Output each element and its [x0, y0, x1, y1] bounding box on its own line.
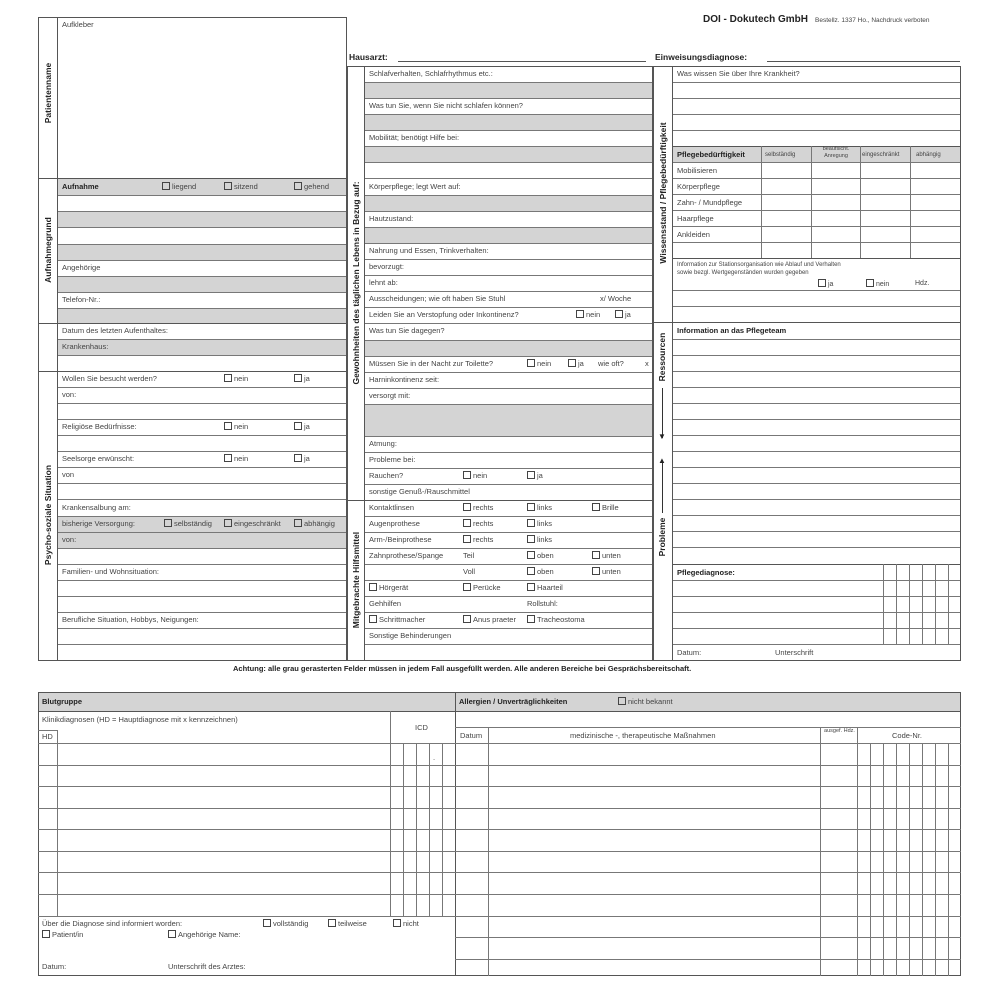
label-beruf: Berufliche Situation, Hobbys, Neigungen: [62, 615, 199, 624]
label-kontaktlinsen: Kontaktlinsen [369, 503, 415, 512]
label-dagegen: Was tun Sie dagegen? [369, 326, 445, 335]
label-mobilitaet: Mobilität; benötigt Hilfe bei: [369, 133, 460, 142]
label-rollstuhl: Rollstuhl: [527, 599, 558, 608]
checkbox-voll-unten[interactable]: unten [592, 567, 621, 577]
checkbox-auge-rechts[interactable]: rechts [463, 519, 493, 529]
checkbox-kontakt-links[interactable]: links [527, 503, 552, 513]
checkbox-vollstaendig[interactable]: vollständig [263, 919, 308, 929]
col-selbst: selbständig [765, 152, 796, 158]
label-verstopfung: Leiden Sie an Verstopfung oder Inkontinenz? [369, 310, 519, 319]
label-probleme: Probleme [657, 517, 667, 557]
label-zahnprothese: Zahnprothese/Spange [369, 551, 444, 560]
label-koerperpflege: Körperpflege; legt Wert auf: [369, 182, 461, 191]
checkbox-peruecke[interactable]: Perücke [463, 583, 501, 593]
checkbox-rauchen-ja[interactable]: ja [527, 471, 543, 481]
label-nahrung: Nahrung und Essen, Trinkverhalten: [369, 246, 489, 255]
label-teil: Teil [463, 551, 475, 560]
label-datum-letzter: Datum des letzten Aufenthaltes: [62, 326, 168, 335]
checkbox-hoergeraet[interactable]: Hörgerät [369, 583, 408, 593]
row-zahnpflege: Zahn- / Mundpflege [677, 198, 743, 207]
checkbox-kontakt-rechts[interactable]: rechts [463, 503, 493, 513]
label-datum-col3: Datum: [677, 648, 702, 657]
label-religioese: Religiöse Bedürfnisse: [62, 422, 137, 431]
label-datum-bottom: Datum: [42, 962, 67, 971]
label-patientenname: Patientenname [43, 62, 53, 124]
label-hausarzt: Hausarzt: [349, 52, 388, 62]
label-pflegebed: Pflegebedürftigkeit [677, 150, 745, 159]
checkbox-tracheostoma[interactable]: Tracheostoma [527, 615, 585, 625]
label-ausscheidungen: Ausscheidungen; wie oft haben Sie Stuhl [369, 294, 506, 303]
checkbox-nicht[interactable]: nicht [393, 919, 419, 929]
label-lehnt: lehnt ab: [369, 278, 398, 287]
label-info2: sowie bezgl. Wertgegenständen wurden gegeben [677, 270, 809, 276]
label-xwoche: x/ Woche [600, 294, 632, 303]
label-blutgruppe: Blutgruppe [42, 697, 82, 706]
label-gehhilfen: Gehhilfen [369, 599, 402, 608]
label-icd: ICD [415, 723, 428, 732]
label-informiert: Über die Diagnose sind informiert worden: [42, 919, 183, 928]
col-ausgef: ausgef. Hdz. [824, 728, 855, 734]
checkbox-besucht-nein[interactable]: nein [224, 374, 248, 384]
label-von2: von [62, 470, 75, 479]
checkbox-gehend[interactable]: gehend [294, 182, 329, 192]
label-bevorzugt: bevorzugt: [369, 262, 405, 271]
diagnosis-frame [38, 692, 456, 976]
arrow-up-icon: ▲ [658, 456, 666, 465]
checkbox-abhaengig[interactable]: abhängig [294, 519, 335, 529]
col-beaufs: beaufsicht. Anregung [822, 146, 850, 159]
checkbox-angehoerige[interactable]: Angehörige Name: [168, 930, 241, 940]
checkbox-besucht-ja[interactable]: ja [294, 374, 310, 384]
checkbox-schrittmacher[interactable]: Schrittmacher [369, 615, 425, 625]
label-hautzustand: Hautzustand: [369, 214, 414, 223]
label-atmung: Atmung: [369, 439, 397, 448]
achtung-note: Achtung: alle grau gerasterten Felder müssen in jedem Fall ausgefüllt werden. Alle anderen Bereiche bei Gesprächsbereitschaft. [233, 664, 692, 673]
label-rauchen: Rauchen? [369, 471, 404, 480]
label-wieoft: wie oft? [598, 359, 624, 368]
label-armbein: Arm-/Beinprothese [369, 535, 432, 544]
label-von3: von: [62, 535, 77, 544]
label-krankensalbung: Krankensalbung am: [62, 503, 131, 512]
label-probleme-bei: Probleme bei: [369, 455, 416, 464]
checkbox-selbststaendig[interactable]: selbständig [164, 519, 212, 529]
checkbox-patientin[interactable]: Patient/in [42, 930, 83, 940]
row-haarpflege: Haarpflege [677, 214, 714, 223]
company-name: DOI - Dokutech GmbH [703, 14, 809, 25]
checkbox-info-ja[interactable]: ja [818, 279, 833, 290]
label-allergien: Allergien / Unverträglichkeiten [459, 697, 568, 706]
label-sonstige-behind: Sonstige Behinderungen [369, 631, 452, 640]
label-seelsorge: Seelsorge erwünscht: [62, 454, 135, 463]
label-augenprothese: Augenprothese [369, 519, 420, 528]
label-nacht: Müssen Sie in der Nacht zur Toilette? [369, 359, 494, 368]
checkbox-eingeschraenkt[interactable]: eingeschränkt [224, 519, 281, 529]
col-massnahmen: medizinische -, therapeutische Maßnahmen [570, 731, 716, 740]
checkbox-seelsorge-nein[interactable]: nein [224, 454, 248, 464]
label-gewohnheiten: Gewohnheiten des täglichen Lebens in Bezug auf: [351, 181, 361, 385]
checkbox-arm-rechts[interactable]: rechts [463, 535, 493, 545]
label-bisherige: bisherige Versorgung: [62, 519, 135, 528]
checkbox-info-nein[interactable]: nein [866, 279, 889, 290]
icd-dot: . [433, 753, 436, 762]
label-schlaf: Schlafverhalten, Schlafrhythmus etc.: [369, 69, 493, 78]
label-von: von: [62, 390, 77, 399]
label-familien: Familien- und Wohnsituation: [62, 567, 159, 576]
label-wissensstand: Wissensstand / Pflegebedürftigkeit [658, 122, 668, 264]
label-telefon: Telefon-Nr.: [62, 295, 101, 304]
label-klinik: Klinikdiagnosen (HD = Hauptdiagnose mit x kennzeichnen) [42, 715, 238, 724]
label-hdz: Hdz. [915, 280, 930, 287]
row-ankleiden: Ankleiden [677, 230, 710, 239]
checkbox-teil-unten[interactable]: unten [592, 551, 621, 561]
checkbox-brille[interactable]: Brille [592, 503, 619, 513]
label-info-team: Information an das Pflegeteam [677, 326, 787, 335]
label-angehoerige: Angehörige [62, 263, 101, 272]
col-code: Code-Nr. [892, 731, 923, 740]
label-krankenhaus: Krankenhaus: [62, 342, 109, 351]
col-abh: abhängig [916, 152, 941, 158]
label-aufnahmegrund: Aufnahmegrund [43, 217, 53, 283]
col-datum: Datum [460, 731, 483, 740]
label-versorgt: versorgt mit: [369, 391, 411, 400]
label-genuss: sonstige Genuß-/Rauschmittel [369, 487, 470, 496]
col-eing: eingeschränkt [862, 152, 900, 158]
label-besucht: Wollen Sie besucht werden? [62, 374, 157, 383]
label-was-wissen: Was wissen Sie über Ihre Krankheit? [677, 69, 800, 78]
checkbox-voll-oben[interactable]: oben [527, 567, 554, 577]
checkbox-teilweise[interactable]: teilweise [328, 919, 367, 929]
label-x: x [645, 359, 649, 368]
label-psycho-sozial: Psycho-soziale Situation [43, 464, 53, 566]
checkbox-sitzend[interactable]: sitzend [224, 182, 258, 192]
label-nicht-schlafen: Was tun Sie, wenn Sie nicht schlafen können? [369, 101, 523, 110]
row-mobilisieren: Mobilisieren [677, 166, 718, 175]
label-hilfsmittel: Mitgebrachte Hilfsmittel [351, 531, 361, 629]
checkbox-auge-links[interactable]: links [527, 519, 552, 529]
label-unterschrift-col3: Unterschrift [775, 648, 814, 657]
checkbox-arm-links[interactable]: links [527, 535, 552, 545]
checkbox-religioese-ja[interactable]: ja [294, 422, 310, 432]
checkbox-teil-oben[interactable]: oben [527, 551, 554, 561]
label-aufnahme: Aufnahme [62, 182, 99, 191]
label-harn: Harninkontinenz seit: [369, 375, 440, 384]
checkbox-haarteil[interactable]: Haarteil [527, 583, 563, 593]
order-number: Bestellz. 1337 Ho., Nachdruck verboten [815, 17, 930, 24]
label-info1: Information zur Stationsorganisation wie Ablauf und Verhalten [677, 262, 841, 268]
label-voll: Voll [463, 567, 476, 576]
checkbox-religioese-nein[interactable]: nein [224, 422, 248, 432]
checkbox-verstopfung-ja[interactable]: ja [615, 310, 631, 320]
label-hd: HD [42, 732, 53, 741]
checkbox-nicht-bekannt[interactable]: nicht bekannt [618, 697, 673, 707]
label-unterschrift-arzt: Unterschrift des Arztes: [168, 962, 246, 971]
checkbox-rauchen-nein[interactable]: nein [463, 471, 487, 481]
label-einweisung: Einweisungsdiagnose: [655, 52, 748, 62]
checkbox-verstopfung-nein[interactable]: nein [576, 310, 600, 320]
row-koerperpflege: Körperpflege [677, 182, 720, 191]
arrow-down-icon: ▼ [658, 432, 666, 441]
label-aufkleber: Aufkleber [62, 20, 94, 29]
checkbox-anus[interactable]: Anus praeter [463, 615, 516, 625]
checkbox-nacht-ja[interactable]: ja [568, 359, 584, 369]
checkbox-seelsorge-ja[interactable]: ja [294, 454, 310, 464]
label-pflegediagnose: Pflegediagnose: [677, 568, 735, 577]
label-ressourcen: Ressourcen [657, 332, 667, 382]
checkbox-nacht-nein[interactable]: nein [527, 359, 551, 369]
checkbox-liegend[interactable]: liegend [162, 182, 196, 192]
